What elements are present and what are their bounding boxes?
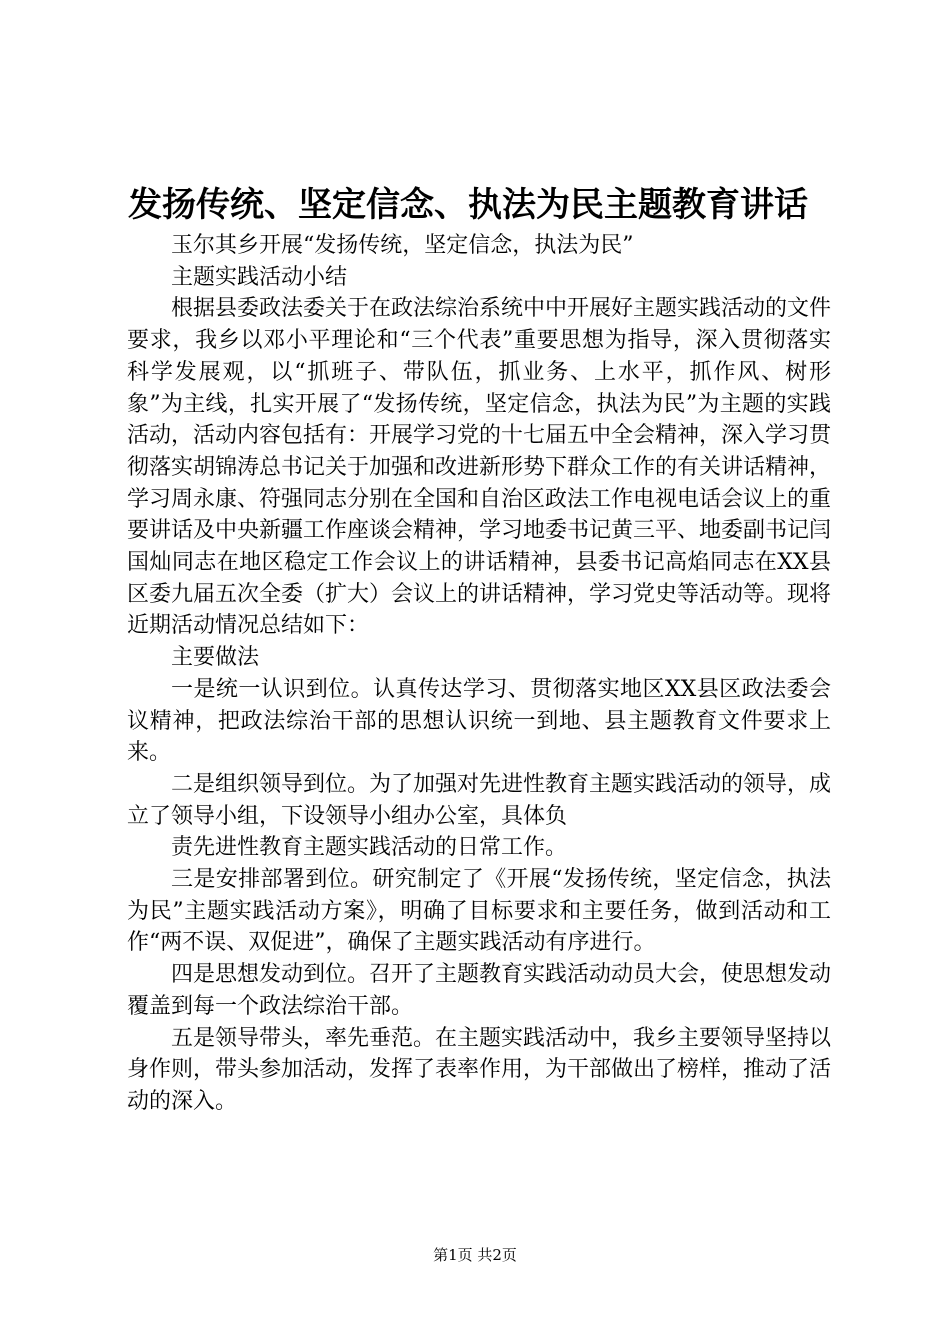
paragraph-point-5: 五是领导带头，率先垂范。在主题实践活动中，我乡主要领导坚持以身作则，带头参加活动，发挥了表率作用，为干部做出了榜样，推动了活动的深入。 <box>127 1025 832 1114</box>
paragraph-point-4: 四是思想发动到位。召开了主题教育实践活动动员大会，使思想发动覆盖到每一个政法综治干部。 <box>127 962 832 1019</box>
page-number-label: 第1页 共2页 <box>433 1246 517 1264</box>
paragraph-point-2-continued: 责先进性教育主题实践活动的日常工作。 <box>171 835 568 861</box>
paragraph-intro: 根据县委政法委关于在政法综治系统中中开展好主题实践活动的文件要求，我乡以邓小平理论和“三个代表”重要思想为指导，深入贯彻落实科学发展观，以“抓班子、带队伍，抓业务、上水平，抓作风、树形象”为主线，扎实开展了“发扬传统，坚定信念，执法为民”为主题的实践活动，活动内容包括有：开展学习党的十七届五中全会精神，深入学习贯彻落实胡锦涛总书记关于加强和改进新形势下群众工作的有关讲话精神，学习周永康、符强同志分别在全国和自治区政法工作电视电话会议上的重要讲话及中央新疆工作座谈会精神，学习地委书记黄三平、地委副书记闫国灿同志在地区稳定工作会议上的讲话精神，县委书记高焰同志在XX县区委九届五次全委（扩大）会议上的讲话精神，学习党史等活动等。现将近期活动情况总结如下： <box>127 296 832 639</box>
document-body <box>127 230 831 1118</box>
paragraph-point-1: 一是统一认识到位。认真传达学习、贯彻落实地区XX县区政法委会议精神，把政法综治干部的思想认识统一到地、县主题教育文件要求上来。 <box>127 676 831 766</box>
page-footer <box>0 1245 950 1265</box>
document-title: 发扬传统、坚定信念、执法为民主题教育讲话 <box>128 185 808 225</box>
paragraph-point-2: 二是组织领导到位。为了加强对先进性教育主题实践活动的领导，成立了领导小组，下设领导小组办公室，具体负 <box>127 771 832 829</box>
paragraph-point-3: 三是安排部署到位。研究制定了《开展“发扬传统，坚定信念，执法为民”主题实践活动方案》，明确了目标要求和主要任务，做到活动和工作“两不误、双促进”，确保了主题实践活动有序进行。 <box>127 867 831 956</box>
paragraph-subtitle-line-1: 玉尔其乡开展“发扬传统，坚定信念，执法为民” <box>171 233 634 258</box>
paragraph-subtitle-line-2: 主题实践活动小结 <box>171 264 348 290</box>
section-heading-main-practices: 主要做法 <box>171 645 260 671</box>
